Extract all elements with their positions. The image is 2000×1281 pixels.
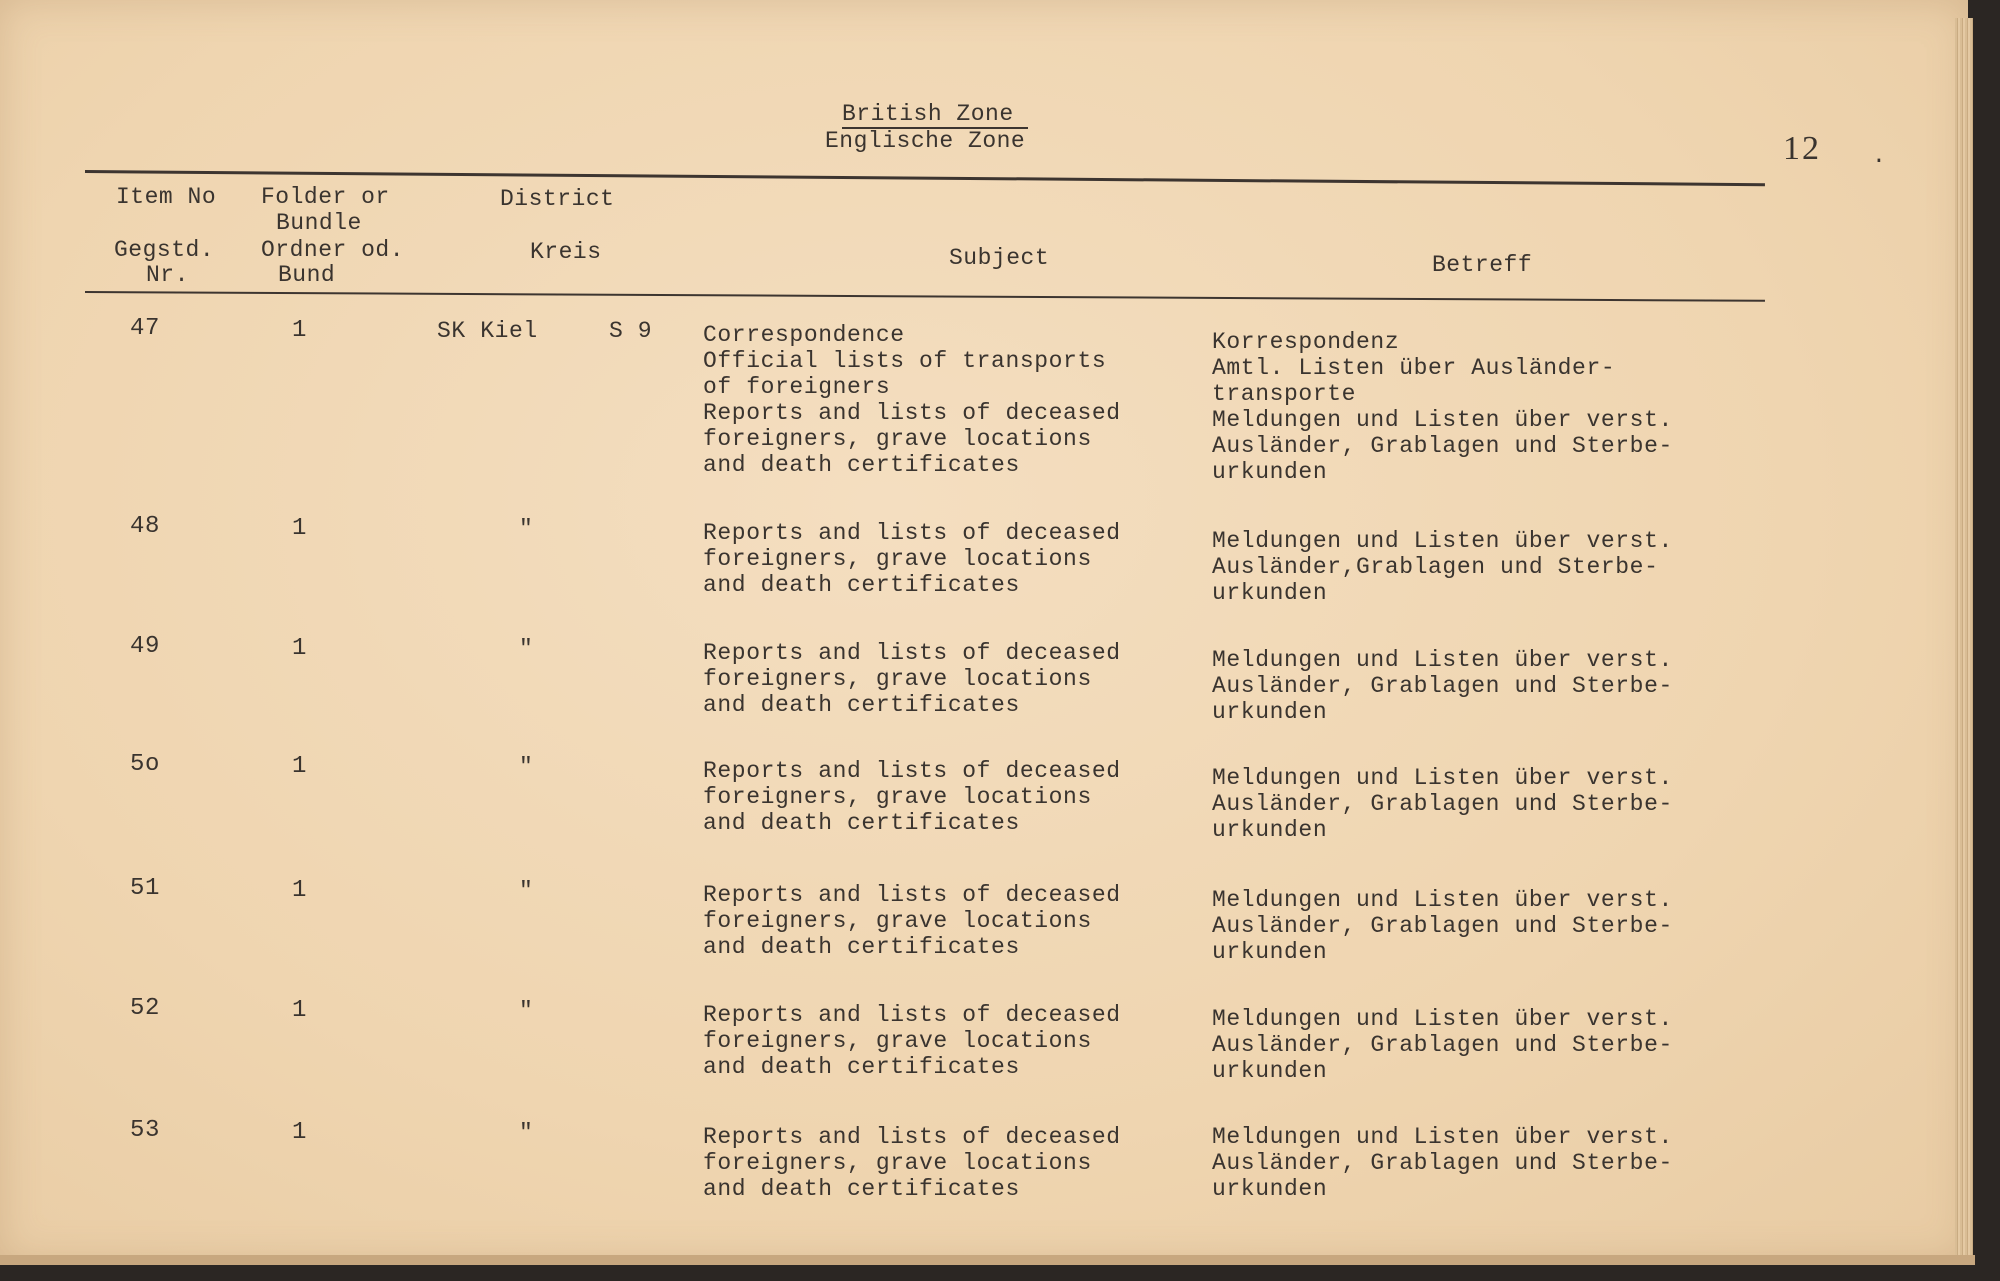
subject-text: Reports and lists of deceased foreigners, grave locations and death certificates [703,520,1121,598]
district-ditto: " [519,516,534,542]
folder-count: 1 [292,753,308,780]
subject-text: Correspondence Official lists of transports of foreigners Reports and lists of deceased foreigners, grave locations and death certificates [703,322,1121,478]
subject-text: Reports and lists of deceased foreigners, grave locations and death certificates [703,640,1121,718]
col-header-item-en: Item No [116,184,217,210]
betreff-text: Meldungen und Listen über verst. Ausländer, Grablagen und Sterbe- urkunden [1212,765,1673,843]
district-ditto: " [519,1120,534,1146]
folder-count: 1 [292,997,308,1024]
col-header-folder-bund: Bund [278,262,336,288]
item-number: 47 [130,315,161,342]
page-stack-edge [1955,18,1973,1258]
item-number: 53 [130,1117,161,1144]
folder-count: 1 [292,515,308,542]
col-header-folder-bundle: Bundle [276,210,362,236]
item-number: 5o [130,751,161,778]
folder-count: 1 [292,317,308,344]
folder-count: 1 [292,635,308,662]
district-ditto: " [519,998,534,1024]
col-header-district-de: Kreis [530,239,602,265]
subject-text: Reports and lists of deceased foreigners, grave locations and death certificates [703,1124,1121,1202]
district-code: S 9 [609,318,653,344]
district-ditto: " [519,878,534,904]
page-bottom-edge [0,1255,1975,1265]
col-header-betreff: Betreff [1432,252,1533,278]
zone-title-german: Englische Zone [825,128,1026,154]
col-header-subject: Subject [949,245,1050,271]
district-ditto: " [519,636,534,662]
col-header-folder-en: Folder or [261,184,390,210]
col-header-folder-de: Ordner od. [261,237,405,263]
zone-title-english: British Zone [842,101,1014,127]
betreff-text: Meldungen und Listen über verst. Ausländer, Grablagen und Sterbe- urkunden [1212,887,1673,965]
folder-count: 1 [292,1119,308,1146]
page-number: 12 [1783,130,1821,167]
page-mark: . [1872,143,1887,169]
item-number: 49 [130,633,161,660]
betreff-text: Meldungen und Listen über verst. Ausländer, Grablagen und Sterbe- urkunden [1212,1006,1673,1084]
subject-text: Reports and lists of deceased foreigners, grave locations and death certificates [703,1002,1121,1080]
district-name: SK Kiel [437,318,538,344]
folder-count: 1 [292,877,308,904]
col-header-district-en: District [500,186,615,212]
item-number: 51 [130,875,161,902]
col-header-item-de: Gegstd. [114,237,215,263]
district-ditto: " [519,754,534,780]
betreff-text: Korrespondenz Amtl. Listen über Ausländer- transporte Meldungen und Listen über verst. Ausländer, Grablagen und Sterbe- urkunden [1212,329,1673,485]
betreff-text: Meldungen und Listen über verst. Ausländer, Grablagen und Sterbe- urkunden [1212,1124,1673,1202]
betreff-text: Meldungen und Listen über verst. Ausländer,Grablagen und Sterbe- urkunden [1212,528,1673,606]
col-header-item-nr: Nr. [146,262,189,288]
item-number: 48 [130,513,161,540]
subject-text: Reports and lists of deceased foreigners, grave locations and death certificates [703,758,1121,836]
subject-text: Reports and lists of deceased foreigners, grave locations and death certificates [703,882,1121,960]
betreff-text: Meldungen und Listen über verst. Ausländer, Grablagen und Sterbe- urkunden [1212,647,1673,725]
item-number: 52 [130,995,161,1022]
